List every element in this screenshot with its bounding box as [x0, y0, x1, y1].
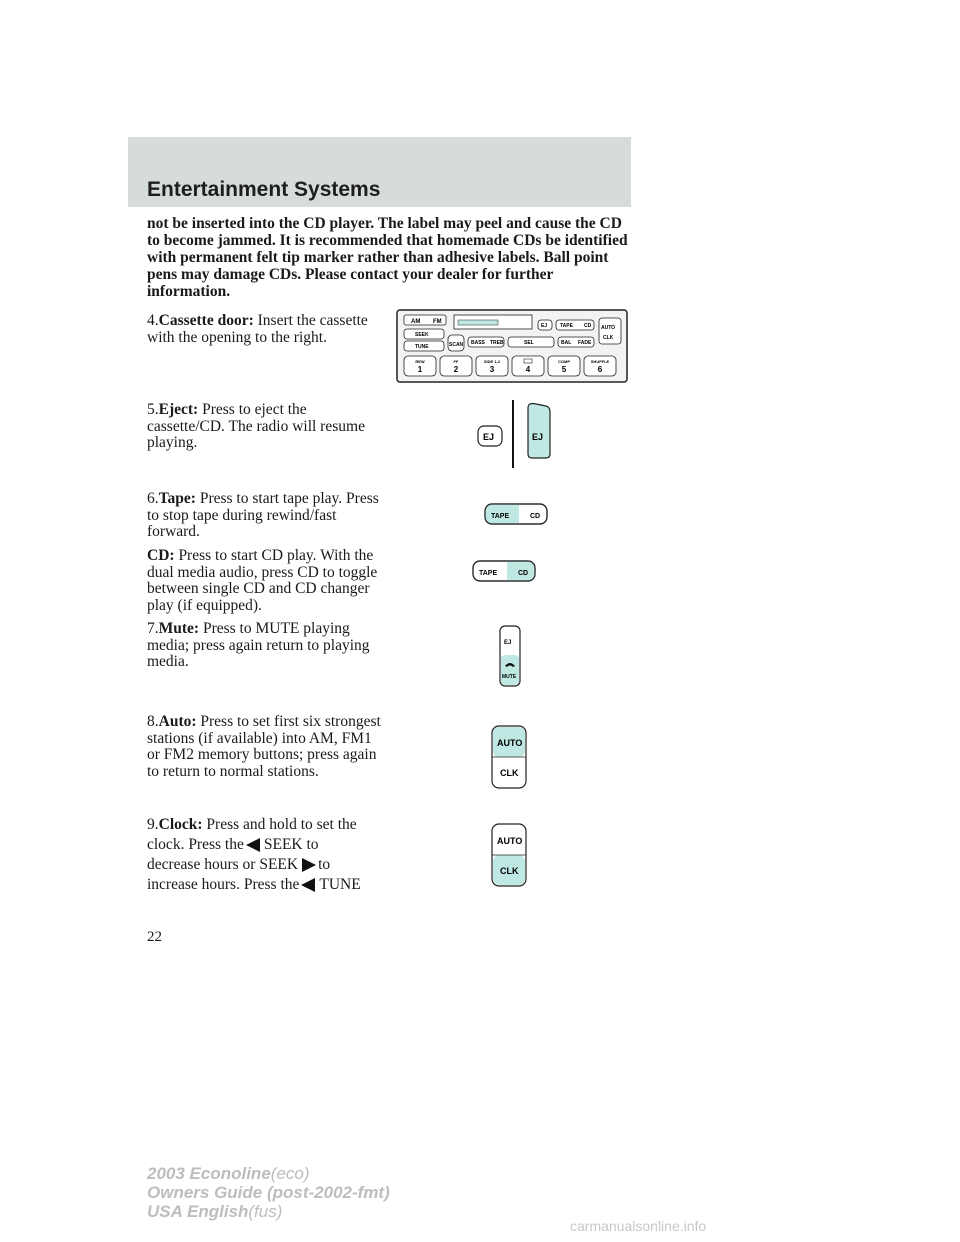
bal-label: BAL: [561, 340, 572, 346]
preset-number: 6: [597, 365, 603, 374]
mute-highlight: [501, 655, 519, 685]
left-triangle-icon: [244, 837, 264, 853]
item-tape: 6.Tape: Press to start tape play. Press to stop tape during rewind/fast forward.: [147, 490, 379, 540]
auto-label: AUTO: [497, 738, 523, 748]
bass-label: BASS: [471, 340, 485, 346]
item-cassette-door: 4.Cassette door: Insert the cassette with the opening to the right.: [147, 312, 368, 346]
preset-number: 2: [453, 365, 459, 374]
auto-label: AUTO: [497, 836, 523, 846]
preset-top-label: COMP: [558, 359, 570, 364]
cd-label: CD: [518, 570, 529, 577]
radio-clk-label: CLK: [603, 335, 614, 341]
intro-paragraph: not be inserted into the CD player. The label may peel and cause the CD to become jammed. It is recommended that homemade CDs be identified with permanent felt tip marker rather than adhesive labels. Ball point pens may damage CDs. Please contact your dealer for further information.: [147, 215, 628, 300]
clk-label: CLK: [500, 768, 519, 778]
fm-label: FM: [433, 319, 442, 325]
tape-button-diagram: [484, 503, 548, 525]
clock-button-diagram: [490, 822, 528, 888]
item-eject: 5.Eject: Press to eject the cassette/CD. The radio will resume playing.: [147, 401, 365, 451]
preset-number: 3: [489, 365, 495, 374]
ej-label: EJ: [504, 640, 512, 646]
tape-label: TAPE: [491, 513, 510, 520]
item-clock: 9.Clock: Press and hold to set the clock. Press the SEEK to decrease hours or SEEK to increase hours. Press the TUNE: [147, 816, 361, 893]
eject-button-diagram: [470, 398, 554, 470]
preset-number: 4: [525, 365, 531, 374]
left-triangle-icon: [299, 877, 319, 893]
page-number: 22: [147, 929, 162, 945]
ej-button-highlighted: [528, 404, 550, 459]
item-mute: 7.Mute: Press to MUTE playing media; press again return to playing media.: [147, 620, 370, 670]
radio-ej-label: EJ: [541, 323, 548, 329]
radio-faceplate-diagram: [396, 309, 628, 383]
am-label: AM: [411, 319, 421, 325]
cd-button-diagram: [472, 560, 536, 582]
watermark[interactable]: carmanualsonline.info: [570, 1218, 707, 1234]
item-auto: 8.Auto: Press to set first six strongest stations (if available) into AM, FM1 or FM2 memory buttons; press again to return to normal stations.: [147, 713, 381, 780]
cassette-slot: [458, 320, 498, 325]
tape-label: TAPE: [479, 570, 498, 577]
preset-top-label: FF: [453, 359, 459, 364]
radio-auto-label: AUTO: [601, 325, 616, 331]
treb-label: TREB: [490, 340, 504, 346]
preset-top-label: REW: [415, 359, 425, 364]
preset-top-label: SHUFFLE: [590, 359, 610, 364]
right-triangle-icon: [298, 857, 318, 873]
radio-tape-label: TAPE: [560, 323, 573, 329]
tune-label: TUNE: [415, 344, 429, 350]
footer: 2003 Econoline(eco) Owners Guide (post-2002-fmt) USA English(fus): [147, 1164, 390, 1221]
mute-label: MUTE: [502, 674, 517, 680]
seek-label: SEEK: [415, 332, 429, 338]
preset-top-label: SIDE 1-2: [483, 359, 501, 364]
clk-label: CLK: [500, 866, 519, 876]
section-title: Entertainment Systems: [147, 178, 381, 201]
ej-label: EJ: [483, 432, 495, 442]
scan-label: SCAN: [449, 342, 464, 348]
item-cd: CD: Press to start CD play. With the dual media audio, press CD to toggle between single CD and CD changer play (if equipped).: [147, 547, 378, 614]
cd-label: CD: [530, 513, 541, 520]
sel-label: SEL: [524, 340, 534, 346]
mute-button-diagram: [498, 624, 522, 688]
radio-cd-label: CD: [584, 323, 592, 329]
preset-number: 1: [417, 365, 423, 374]
preset-number: 5: [561, 365, 567, 374]
ej-label-highlighted: EJ: [532, 432, 544, 442]
fade-label: FADE: [578, 340, 592, 346]
auto-button-diagram: [490, 724, 528, 790]
